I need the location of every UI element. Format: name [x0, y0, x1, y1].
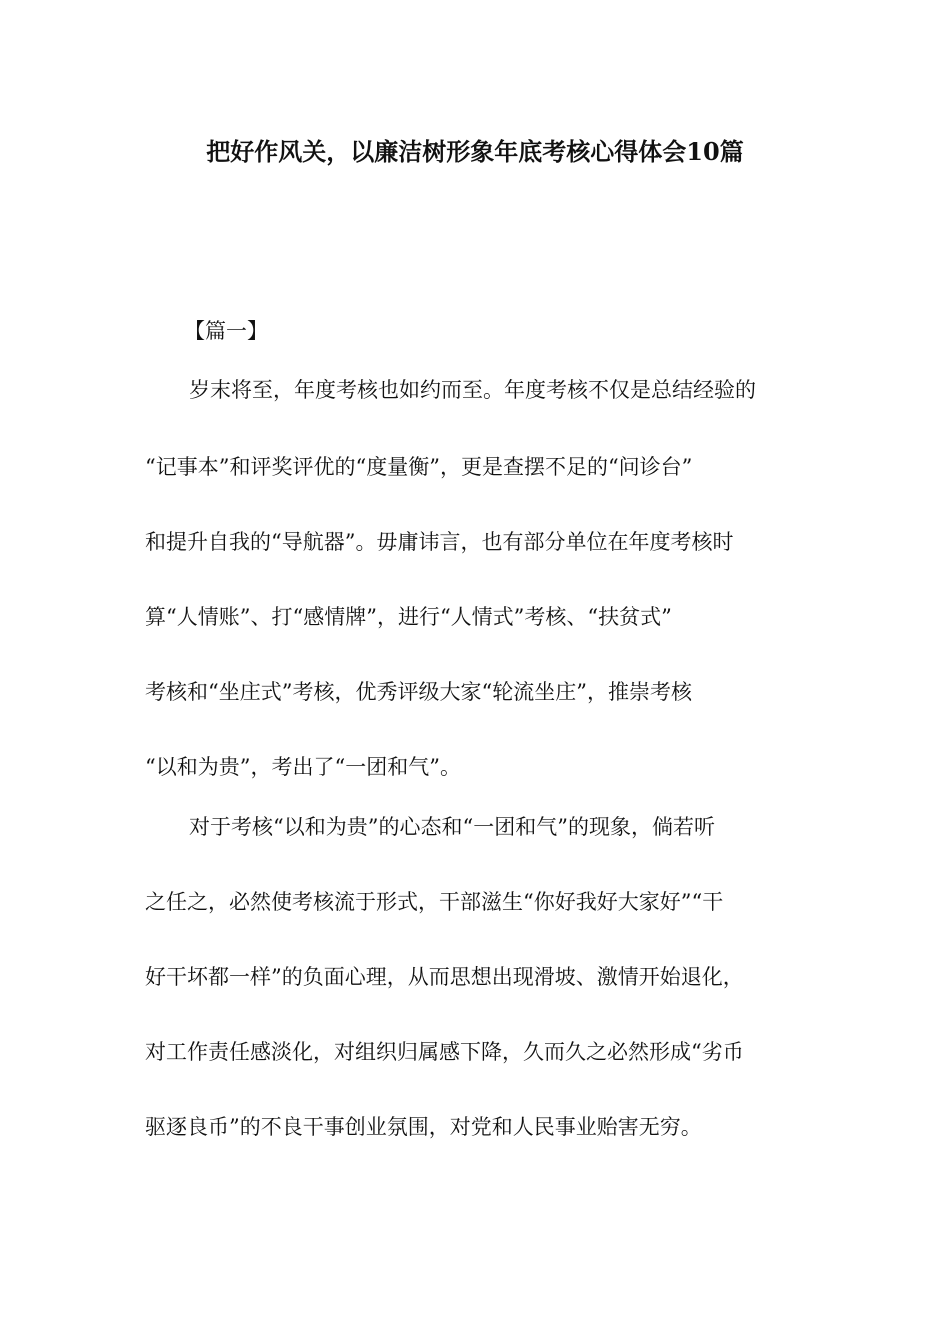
paragraph-line: 对工作责任感淡化，对组织归属感下降，久而久之必然形成“劣币 [145, 1040, 744, 1064]
paragraph-line: 之任之，必然使考核流于形式，干部滋生“你好我好大家好”“干 [145, 890, 724, 914]
paragraph-line: 对于考核“以和为贵”的心态和“一团和气”的现象，倘若听 [189, 815, 715, 839]
paragraph-line: 岁末将至，年度考核也如约而至。年度考核不仅是总结经验的 [189, 378, 756, 402]
paragraph-line: 和提升自我的“导航器”。毋庸讳言，也有部分单位在年度考核时 [145, 530, 734, 554]
paragraph-line: “记事本”和评奖评优的“度量衡”，更是查摆不足的“问诊台” [145, 455, 693, 479]
paragraph-line: “以和为贵”，考出了“一团和气”。 [145, 755, 461, 779]
paragraph-line: 考核和“坐庄式”考核，优秀评级大家“轮流坐庄”，推崇考核 [145, 680, 692, 704]
section-label: 【篇一】 [184, 319, 268, 343]
document-title: 把好作风关，以廉洁树形象年底考核心得体会10篇 [206, 137, 744, 166]
paragraph-line: 算“人情账”、打“感情牌”，进行“人情式”考核、“扶贫式” [145, 605, 672, 629]
paragraph-line: 驱逐良币”的不良干事创业氛围，对党和人民事业贻害无穷。 [145, 1115, 702, 1139]
paragraph-line: 好干坏都一样”的负面心理，从而思想出现滑坡、激情开始退化， [145, 965, 744, 989]
